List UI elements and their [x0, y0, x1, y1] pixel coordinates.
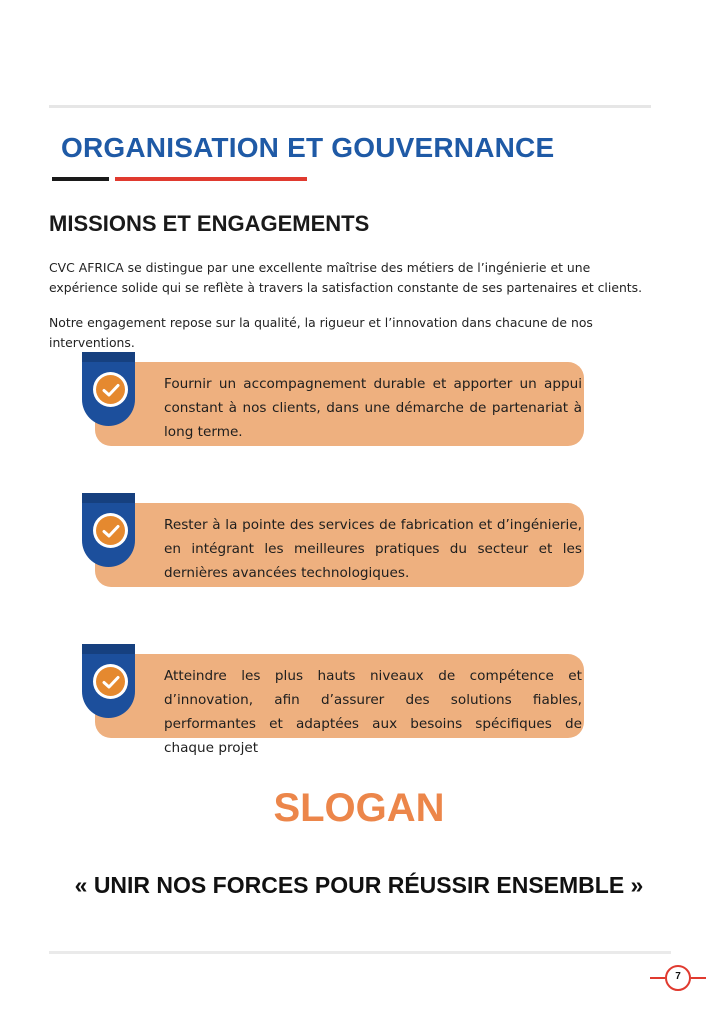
mission-card-background [95, 362, 584, 446]
mission-card [80, 352, 584, 448]
bottom-divider [49, 951, 671, 954]
check-icon [93, 664, 128, 699]
check-icon [93, 513, 128, 548]
ribbon-badge [82, 352, 135, 426]
mission-card-background [95, 503, 584, 587]
title-accent-black [52, 177, 109, 181]
mission-card-text: Atteindre les plus hauts niveaux de compétence et d’innovation, afin d’assurer des solutions fiables, performantes et adaptées aux besoins spécifiques de chaque projet [164, 668, 582, 756]
intro-paragraph: CVC AFRICA se distingue par une excellente maîtrise des métiers de l’ingénierie et une expérience solide qui se reflète à travers la satisfaction constante de ses partenaires et clients. [49, 260, 643, 295]
section-title: ORGANISATION ET GOUVERNANCE [61, 132, 555, 163]
ribbon-fold [82, 352, 135, 362]
ribbon-fold [82, 493, 135, 503]
mission-card-text: Fournir un accompagnement durable et apporter un appui constant à nos clients, dans une démarche de partenariat à long terme. [164, 376, 582, 440]
missions-title: MISSIONS ET ENGAGEMENTS [49, 211, 370, 236]
engagement-paragraph: Notre engagement repose sur la qualité, la rigueur et l’innovation dans chacune de nos interventions. [49, 315, 593, 350]
mission-card-background [95, 654, 584, 756]
check-icon [93, 372, 128, 407]
ribbon-badge [82, 644, 135, 718]
mission-card [80, 644, 584, 756]
ribbon-badge [82, 493, 135, 567]
ribbon-fold [82, 644, 135, 654]
page-number: 7 [675, 971, 681, 982]
slogan-title: SLOGAN [273, 786, 445, 830]
top-divider [49, 105, 651, 108]
title-accent-red [115, 177, 307, 181]
slogan-text: « UNIR NOS FORCES POUR RÉUSSIR ENSEMBLE » [74, 872, 644, 898]
mission-card-text: Rester à la pointe des services de fabrication et d’ingénierie, en intégrant les meilleures pratiques du secteur et les dernières avancées technologiques. [164, 517, 582, 581]
mission-card [80, 493, 584, 589]
